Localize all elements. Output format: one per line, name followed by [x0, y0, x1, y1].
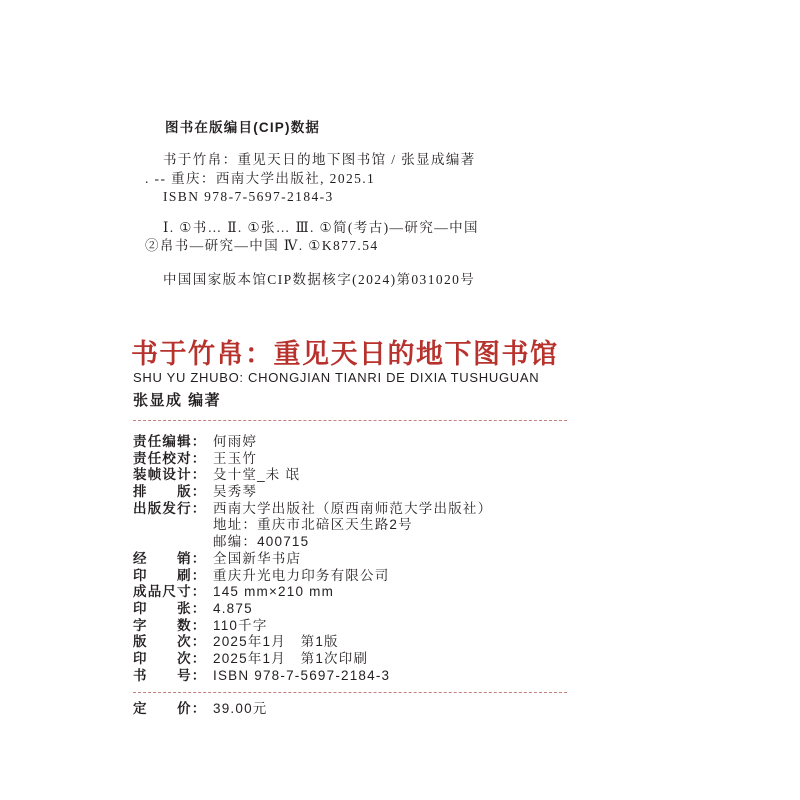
detail-row-postcode — [133, 534, 613, 551]
detail-value: 4.875 — [213, 600, 253, 616]
detail-row-typesetting — [133, 484, 613, 501]
detail-row-publisher — [133, 501, 613, 518]
detail-label: 版 次： — [133, 634, 207, 650]
book-pinyin-title: SHU YU ZHUBO: CHONGJIAN TIANRI DE DIXIA TUSHUGUAN — [133, 370, 540, 385]
detail-value: 145 mm×210 mm — [213, 584, 335, 600]
detail-value: 何雨婷 — [213, 434, 258, 449]
detail-row-editor — [133, 434, 613, 451]
detail-label: 责任编辑： — [133, 434, 207, 449]
detail-row-distributor — [133, 551, 613, 568]
detail-label: 字 数： — [133, 617, 207, 633]
detail-label: 书 号： — [133, 667, 207, 683]
detail-label: 出版发行： — [133, 500, 207, 516]
detail-row-address — [133, 517, 613, 534]
cip-isbn-line: ISBN 978-7-5697-2184-3 — [163, 189, 334, 204]
divider-top — [133, 420, 567, 421]
detail-value: 重庆升光电力印务有限公司 — [213, 567, 390, 583]
detail-label: 印 次： — [133, 650, 207, 666]
detail-row-proofreader — [133, 451, 613, 468]
detail-value: 全国新华书店 — [213, 550, 302, 566]
book-author: 张显成 编著 — [133, 392, 222, 409]
detail-label: 排 版： — [133, 484, 207, 500]
detail-label — [133, 534, 213, 551]
detail-label: 成品尺寸： — [133, 584, 207, 600]
detail-value: 2025年1月 第1次印刷 — [213, 650, 369, 666]
detail-value: 西南大学出版社（原西南师范大学出版社） — [213, 500, 493, 516]
detail-row-size — [133, 584, 613, 601]
detail-value: 110千字 — [213, 617, 268, 633]
detail-label: 印 张： — [133, 600, 207, 616]
cip-publisher-line: . -- 重庆：西南大学出版社, 2025.1 — [145, 171, 376, 186]
cip-title-line: 书于竹帛：重见天日的地下图书馆 / 张显成编著 — [163, 152, 476, 167]
cip-subject-line: Ⅰ. ①书… Ⅱ. ①张… Ⅲ. ①简(考古)—研究—中国 — [163, 220, 479, 235]
price-row — [133, 701, 267, 718]
publication-details — [133, 434, 613, 684]
detail-value: 2025年1月 第1版 — [213, 634, 339, 650]
detail-label: 责任校对： — [133, 450, 207, 466]
detail-value: ISBN 978-7-5697-2184-3 — [213, 667, 391, 683]
price-value: 39.00元 — [213, 701, 268, 716]
price-label: 定 价： — [133, 701, 207, 716]
detail-row-sheets — [133, 601, 613, 618]
book-title: 书于竹帛：重见天日的地下图书馆 — [131, 339, 559, 369]
detail-row-printing — [133, 651, 613, 668]
cip-classification-line: ②帛书—研究—中国 Ⅳ. ①K877.54 — [145, 238, 379, 253]
detail-value: 王玉竹 — [213, 450, 258, 466]
detail-value: 邮编：400715 — [213, 534, 310, 550]
divider-bottom — [133, 692, 567, 693]
detail-row-isbn — [133, 668, 613, 685]
detail-label — [133, 517, 213, 534]
cip-approval-number: 中国国家版本馆CIP数据核字(2024)第031020号 — [163, 272, 476, 287]
detail-label: 印 刷： — [133, 567, 207, 583]
detail-row-printer — [133, 568, 613, 585]
detail-row-wordcount — [133, 618, 613, 635]
detail-value: 殳十堂_未 氓 — [213, 467, 301, 483]
detail-value: 吴秀琴 — [213, 484, 258, 500]
detail-value: 地址：重庆市北碚区天生路2号 — [213, 517, 413, 533]
detail-label: 装帧设计： — [133, 467, 207, 483]
detail-label: 经 销： — [133, 550, 207, 566]
detail-row-designer — [133, 467, 613, 484]
detail-row-edition — [133, 634, 613, 651]
cip-heading: 图书在版编目(CIP)数据 — [165, 120, 321, 135]
